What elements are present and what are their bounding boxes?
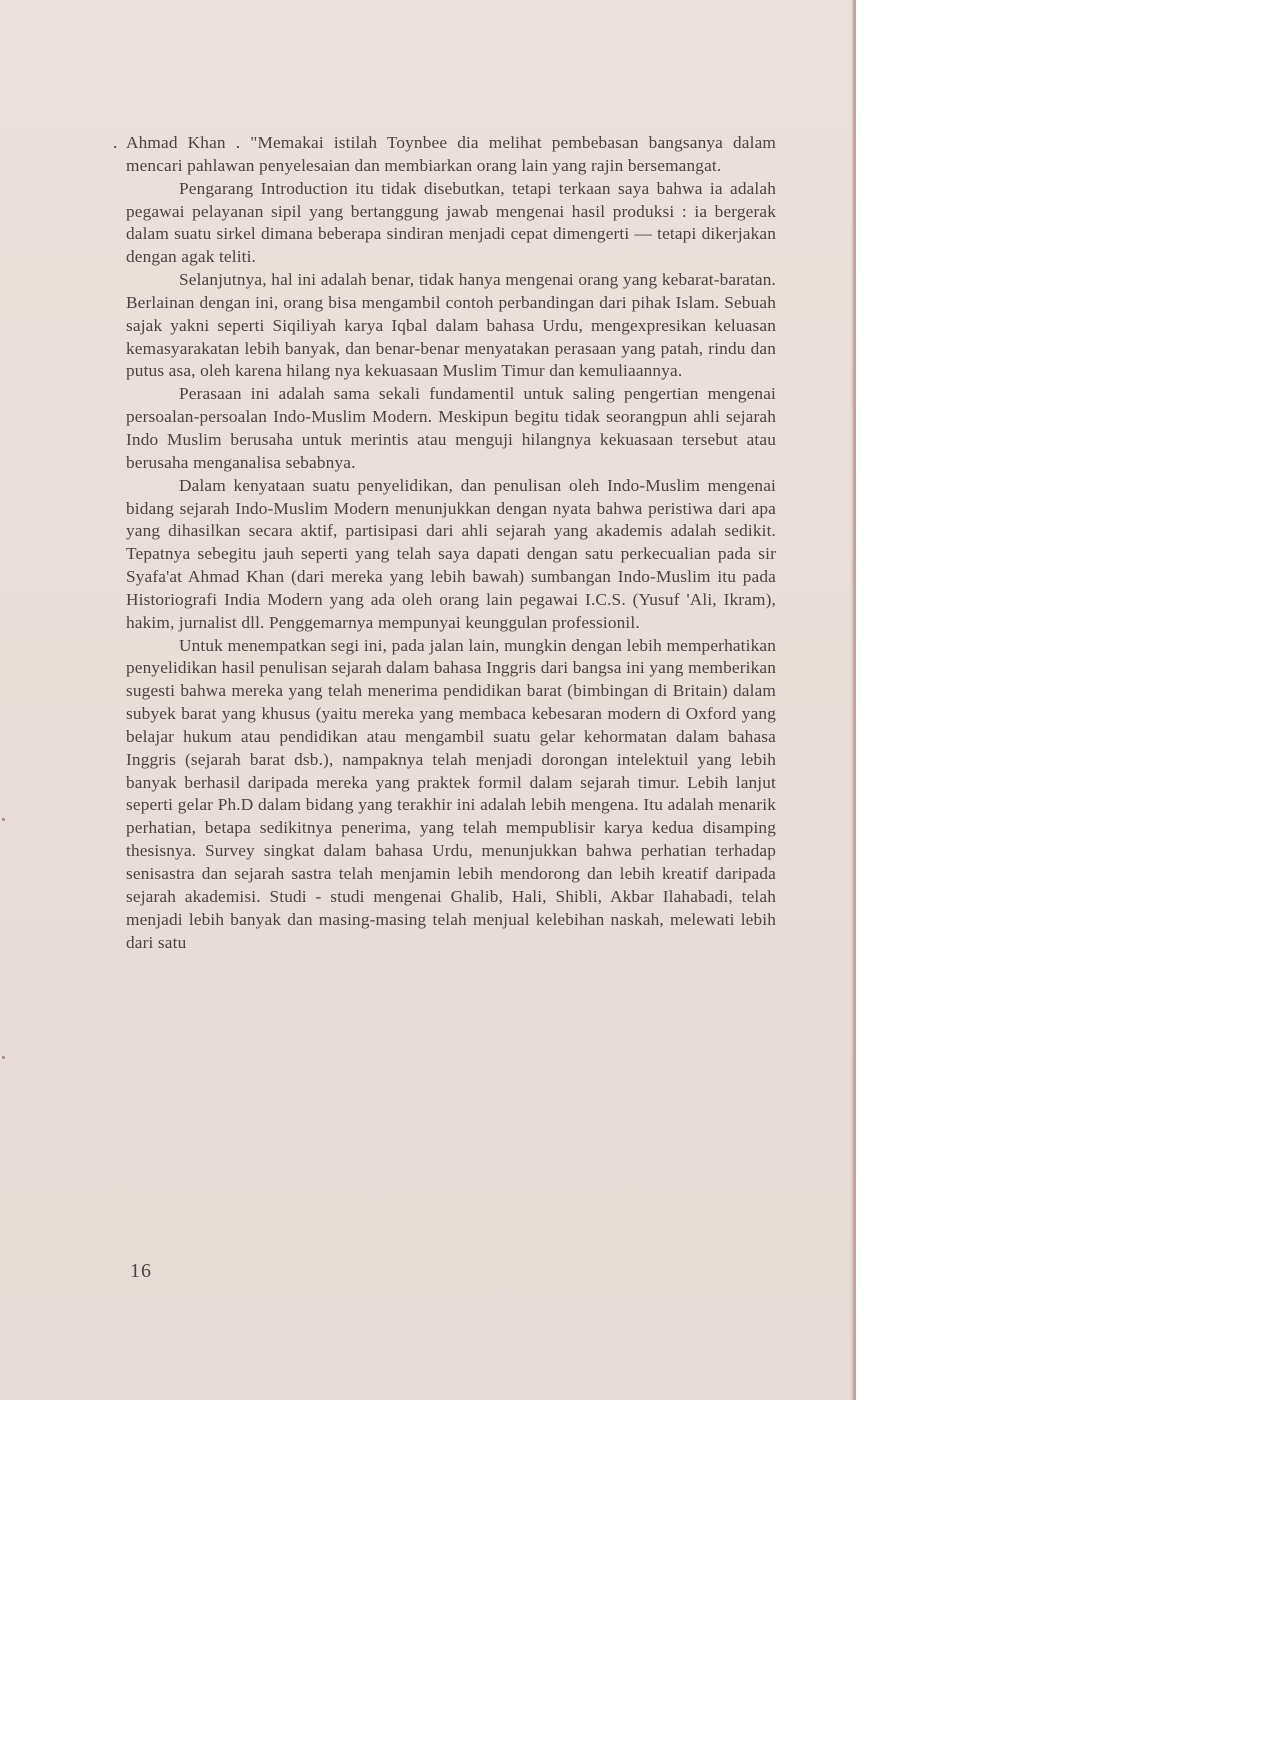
scan-speck (2, 1056, 5, 1059)
paragraph: Pengarang Introduction itu tidak disebutkan, tetapi terkaan saya bahwa ia adalah pegawai pelayanan sipil yang bertanggung jawab mengenai hasil produksi : ia bergerak dalam suatu sirkel dimana beberapa sindiran menjadi cepat dimengerti — tetapi dikerjakan dengan agak teliti. (126, 178, 776, 267)
paragraph-lead-mark: . (113, 133, 118, 152)
paragraph: Untuk menempatkan segi ini, pada jalan lain, mungkin dengan lebih memperhatikan penyelidikan hasil penulisan sejarah dalam bahasa Inggris dari bangsa ini yang memberikan sugesti bahwa mereka yang telah menerima pendidikan barat (bimbingan di Britain) dalam subyek barat yang khusus (yaitu mereka yang membaca kebesaran modern di Oxford yang belajar hukum atau pendidikan atau mengambil suatu gelar kehormatan dalam bahasa Inggris (sejarah barat dsb.), nampaknya telah menjadi dorongan intelektuil yang lebih banyak berhasil daripada mereka yang praktek formil dalam sejarah timur. Lebih lanjut seperti gelar Ph.D dalam bidang yang terakhir ini adalah lebih mengena. Itu adalah menarik perhatian, betapa sedikitnya penerima, yang telah mempublisir karya kedua disamping thesisnya. Survey singkat dalam bahasa Urdu, menunjukkan bahwa perhatian terhadap senisastra dan sejarah sastra telah menjamin lebih mendorong dan lebih kreatif daripada sejarah akademisi. Studi - studi mengenai Ghalib, Hali, Shibli, Akbar Ilahabadi, telah menjadi lebih banyak dan masing-masing telah menjual kelebihan naskah, melewati lebih dari satu (126, 635, 776, 952)
scan-speck (2, 818, 5, 821)
body-text (126, 132, 776, 954)
paragraph: Perasaan ini adalah sama sekali fundamentil untuk saling pengertian mengenai persoalan-persoalan Indo-Muslim Modern. Meskipun begitu tidak seorangpun ahli sejarah Indo Muslim berusaha untuk merintis atau menguji hilangnya kekuasaan tersebut atau berusaha menganalisa sebabnya. (126, 384, 776, 472)
paragraph: Selanjutnya, hal ini adalah benar, tidak hanya mengenai orang yang kebarat-baratan. Berlainan dengan ini, orang bisa mengambil contoh perbandingan dari pihak Islam. Sebuah sajak yakni seperti Siqiliyah karya Iqbal dalam bahasa Urdu, mengexpresikan keluasan kemasyarakatan lebih banyak, dan benar-benar menyatakan perasaan yang patah, rindu dan putus asa, oleh karena hilang nya kekuasaan Muslim Timur dan kemuliaannya. (126, 270, 776, 381)
page-number: 16 (130, 1260, 152, 1282)
paragraph: Dalam kenyataan suatu penyelidikan, dan penulisan oleh Indo-Muslim mengenai bidang sejarah Indo-Muslim Modern menunjukkan dengan nyata bahwa peristiwa dari apa yang dihasilkan secara aktif, partisipasi dari ahli sejarah yang akademis adalah sedikit. Tepatnya sebegitu jauh seperti yang telah saya dapati dengan satu perkecualian pada sir Syafa'at Ahmad Khan (dari mereka yang lebih bawah) sumbangan Indo-Muslim itu pada Historiografi India Modern yang ada oleh orang lain pegawai I.C.S. (Yusuf 'Ali, Ikram), hakim, jurnalist dll. Penggemarnya mempunyai keunggulan professionil. (126, 475, 776, 632)
paragraph: Ahmad Khan . "Memakai istilah Toynbee dia melihat pembebasan bangsanya dalam mencari pahlawan penyelesaian dan membiarkan orang lain yang rajin bersemangat. (126, 133, 776, 175)
page-edge-shadow (850, 0, 856, 1400)
